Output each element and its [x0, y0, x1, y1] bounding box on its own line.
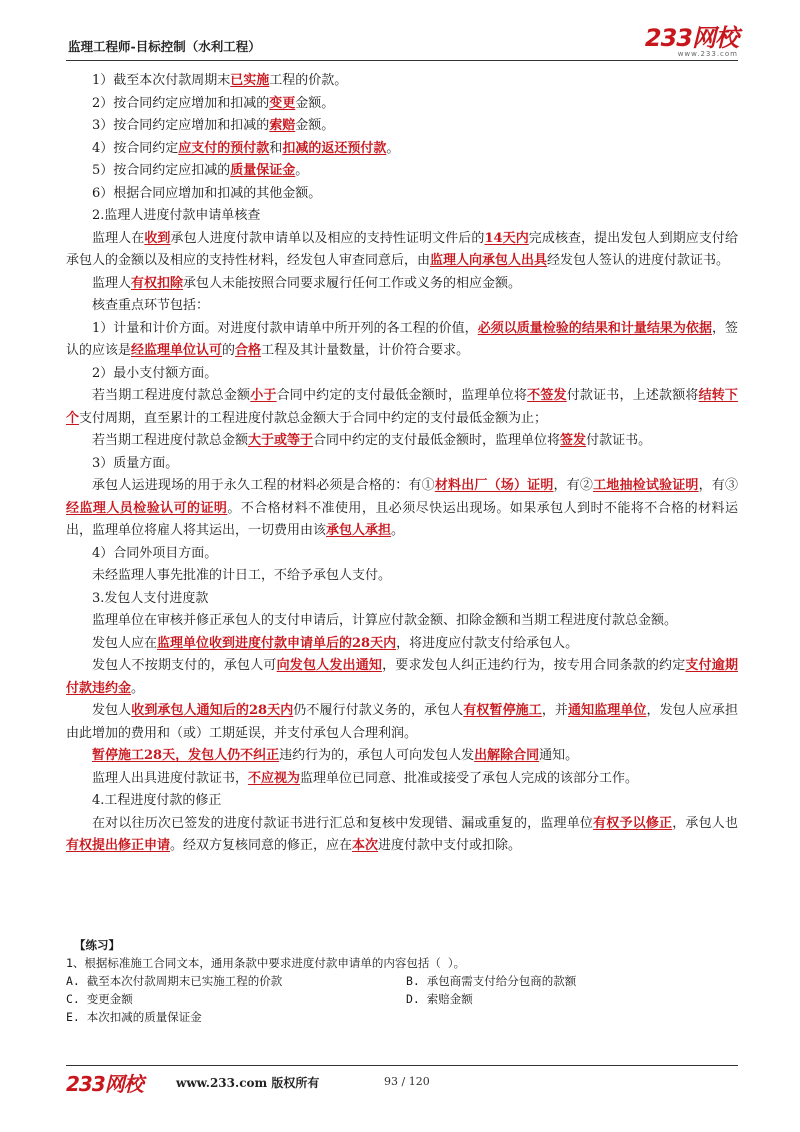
text-run: 4）按合同约定	[92, 140, 179, 156]
text-run: 5）按合同约定应扣减的	[92, 163, 231, 178]
text-run: 承包人运进现场的用于永久工程的材料必须是合格的：有①	[92, 478, 435, 493]
paragraph	[66, 745, 738, 768]
text-run: 3）质量方面。	[92, 455, 179, 471]
text-run: 。不合格材料不准使用，且必须尽快运出现场。如果承包人到时不能将不合格的材料运出，监理单位将雇人将其运出，一切费用由该	[66, 500, 738, 538]
text-run: 金额。	[295, 95, 335, 111]
paragraph	[66, 430, 738, 453]
text-run: 。	[386, 140, 400, 156]
option-c: C. 变更金额	[66, 992, 133, 1006]
text-run: 4.工程进度付款的修正	[92, 793, 222, 808]
key-term: 出解除合同	[474, 748, 540, 763]
option-row	[66, 972, 738, 990]
text-run: 发包人应在	[92, 635, 158, 651]
text-run: ，要求发包人纠正违约行为，按专用合同条款的约定	[382, 658, 686, 673]
key-term: 必须以质量检验的结果和计量结果为依据	[477, 320, 712, 336]
option-a: A. 截至本次付款周期末已实施工程的价款	[66, 974, 283, 988]
paragraph	[66, 115, 738, 138]
text-run: ，承包人也	[672, 815, 738, 831]
paragraph	[66, 768, 738, 791]
key-term: 有权予以修正	[593, 815, 673, 831]
exercise-question: 1、根据标准施工合同文本，通用条款中要求进度付款申请单的内容包括（ ）。	[66, 956, 466, 970]
brand-logo[interactable]	[645, 26, 738, 58]
paragraph	[66, 453, 738, 476]
text-run: 在对以往历次已签发的进度付款证书进行汇总和复核中发现错、漏或重复的，监理单位	[92, 815, 594, 831]
paragraph	[66, 273, 738, 296]
paragraph	[66, 318, 738, 363]
text-run: 。	[295, 163, 309, 178]
key-term: 向发包人发出通知	[276, 658, 383, 673]
key-term: 有权提出修正申请	[66, 838, 171, 853]
page-number: 93 / 120	[384, 1075, 430, 1088]
key-term: 14天内	[484, 230, 529, 246]
text-run: 付款证书，上述款额将	[566, 388, 699, 403]
exercise-section	[66, 936, 738, 1026]
key-term: 有权扣除	[131, 275, 184, 291]
text-run: ，签认的应该是	[66, 320, 738, 358]
exercise-title: 【练习】	[74, 938, 120, 952]
paragraph	[66, 160, 738, 183]
page-header	[66, 24, 738, 60]
key-term: 应支付的预付款	[178, 140, 270, 156]
paragraph	[66, 475, 738, 543]
text-run: 承包人未能按照合同要求履行任何工作或义务的相应金额。	[183, 275, 522, 291]
document-title: 监理工程师-目标控制（水利工程）	[68, 39, 261, 54]
key-term: 工地抽检试验证明	[593, 478, 699, 493]
option-row	[66, 990, 738, 1008]
key-term: 经监理人员检验认可的证明	[66, 500, 228, 516]
text-run: 承包人进度付款申请单以及相应的支持性证明文件后的	[170, 230, 485, 246]
key-term: 结转下个	[66, 388, 738, 426]
text-run: 监理单位已同意、批准或接受了承包人完成的该部分工作。	[300, 770, 639, 786]
paragraph	[66, 700, 738, 745]
text-run: 未经监理人事先批准的计日工，不给予承包人支付。	[92, 568, 392, 583]
text-run: 仍不履行付款义务的，承包人	[293, 703, 464, 718]
paragraph	[66, 138, 738, 161]
paragraph	[66, 588, 738, 611]
key-term: 监理人向承包人出具	[430, 253, 548, 268]
paragraph	[66, 655, 738, 700]
text-run: 监理人	[92, 275, 132, 291]
paragraph	[66, 70, 738, 93]
text-run: 完成核查，提出发包人到期应支付给承包人的金额以及相应的支持性材料，经发包人审查同意后，由	[66, 230, 738, 268]
text-run: 合同中约定的支付最低金额时，监理单位将	[276, 388, 528, 403]
text-run: 2）按合同约定应增加和扣减的	[92, 95, 270, 111]
text-run: 监理单位在审核并修正承包人的支付申请后，计算应付款金额、扣除金额和当期工程进度付款总金额。	[92, 613, 678, 628]
text-run: 工程的价款。	[269, 73, 348, 88]
paragraph	[66, 363, 738, 386]
option-d: D. 索赔金额	[406, 992, 473, 1006]
text-run: 3.发包人支付进度款	[92, 590, 209, 606]
key-term: 有权暂停施工	[463, 703, 542, 718]
key-term: 小于	[250, 388, 277, 403]
key-term: 不应视为	[248, 770, 301, 786]
text-run: 的	[222, 343, 236, 358]
paragraph	[66, 385, 738, 430]
key-term: 支付逾期付款违约金	[66, 658, 738, 696]
text-run: 1）计量和计价方面。对进度付款申请单中所开列的各工程的价值，	[92, 320, 478, 336]
key-term: 本次	[352, 838, 379, 853]
key-term: 合格	[235, 343, 262, 358]
text-run: 2.监理人进度付款申请单核查	[92, 208, 261, 223]
key-term: 变更	[269, 95, 296, 111]
key-term: 扣减的返还预付款	[282, 140, 387, 156]
text-run: 4）合同外项目方面。	[92, 545, 218, 561]
text-run: 1）截至本次付款周期末	[92, 73, 231, 88]
footer-logo[interactable]: 233网校	[66, 1072, 143, 1096]
text-run: ，有②	[553, 478, 594, 493]
paragraph	[66, 813, 738, 858]
header-divider	[66, 60, 738, 61]
text-run: 违约行为的，承包人可向发包人发	[279, 748, 475, 763]
paragraph	[66, 543, 738, 566]
key-term: 签发	[560, 433, 587, 448]
paragraph	[66, 610, 738, 633]
text-run: 发包人不按期支付的，承包人可	[92, 658, 277, 673]
text-run: 。	[391, 523, 405, 538]
document-body	[66, 70, 738, 858]
key-term: 已实施	[230, 73, 270, 88]
text-run: ，将进度应付款支付给承包人。	[396, 635, 579, 651]
paragraph	[66, 565, 738, 588]
logo-url: www.233.com	[677, 50, 738, 58]
text-run: 若当期工程进度付款总金额	[92, 388, 251, 403]
text-run: 监理人在	[92, 230, 145, 246]
text-run: 若当期工程进度付款总金额	[92, 433, 249, 448]
key-term: 质量保证金	[230, 163, 296, 178]
key-term: 收到承包人通知后的28天内	[131, 703, 294, 718]
text-run: 付款证书。	[586, 433, 652, 448]
paragraph	[66, 295, 738, 318]
option-e: E. 本次扣减的质量保证金	[66, 1010, 202, 1024]
text-run: 6）根据合同应增加和扣减的其他金额。	[92, 185, 322, 201]
key-term: 大于或等于	[248, 433, 314, 448]
paragraph	[66, 183, 738, 206]
text-run: 。	[131, 680, 145, 696]
text-run: ，发包人应承担由此增加的费用和（或）工期延误，并支付承包人合理利润。	[66, 703, 738, 741]
logo-wordmark: 233网校	[644, 24, 738, 52]
footer-copyright: www.233.com 版权所有	[176, 1076, 320, 1090]
text-run: ，并	[541, 703, 568, 718]
key-term: 材料出厂（场）证明	[434, 478, 554, 493]
text-run: 3）按合同约定应增加和扣减的	[92, 118, 270, 133]
option-b: B. 承包商需支付给分包商的款额	[406, 974, 577, 988]
text-run: 支付周期，直至累计的工程进度付款总金额大于合同中约定的支付最低金额为止；	[79, 410, 548, 426]
paragraph	[66, 790, 738, 813]
text-run: 通知。	[539, 748, 579, 763]
text-run: 金额。	[295, 118, 335, 133]
text-run: 核查重点环节包括：	[92, 298, 210, 313]
page-footer	[66, 1072, 738, 1094]
text-run: 和	[269, 140, 283, 156]
key-term: 索赔	[269, 118, 296, 133]
text-run: 2）最小支付额方面。	[92, 365, 218, 381]
paragraph	[66, 205, 738, 228]
paragraph	[66, 633, 738, 656]
text-run: 监理人出具进度付款证书，	[92, 770, 249, 786]
key-term: 通知监理单位	[568, 703, 647, 718]
text-run: 进度付款中支付或扣除。	[378, 838, 522, 853]
text-run: ，有③	[698, 478, 738, 493]
key-term: 暂停施工28天，发包人仍不纠正	[92, 748, 280, 763]
key-term: 收到	[144, 230, 171, 246]
text-run: 工程及其计量数量，计价符合要求。	[261, 343, 470, 358]
paragraph	[66, 93, 738, 116]
paragraph	[66, 228, 738, 273]
key-term: 承包人承担	[326, 523, 392, 538]
text-run: 发包人	[92, 703, 132, 718]
text-run: 经发包人签认的进度付款证书。	[547, 253, 730, 268]
key-term: 经监理单位认可	[131, 343, 223, 358]
key-term: 监理单位收到进度付款申请单后的28天内	[157, 635, 397, 651]
text-run: 合同中约定的支付最低金额时，监理单位将	[313, 433, 561, 448]
text-run: 。经双方复核同意的修正，应在	[170, 838, 353, 853]
key-term: 不签发	[527, 388, 567, 403]
footer-divider	[66, 1065, 738, 1066]
